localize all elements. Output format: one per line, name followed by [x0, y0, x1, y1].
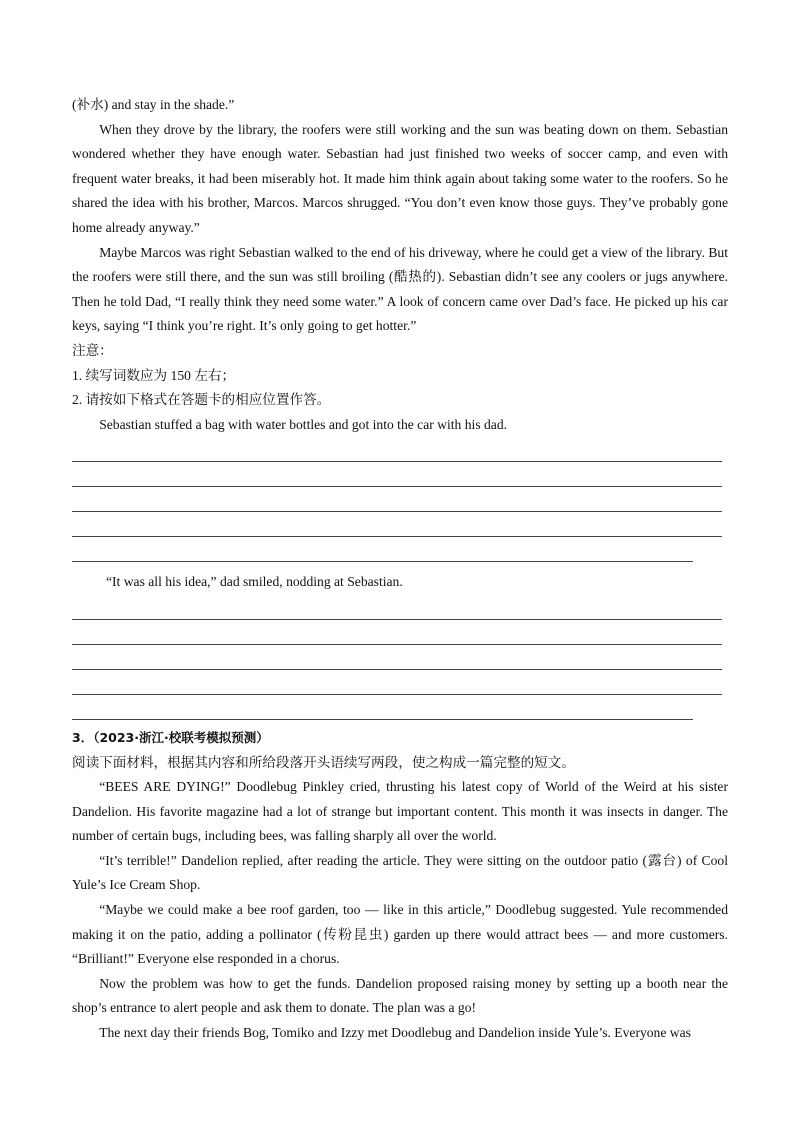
notes-title: 注意： [72, 342, 113, 358]
question-3-header [72, 726, 728, 751]
answer-line[interactable] [72, 487, 722, 512]
answer-line[interactable] [72, 645, 722, 670]
writing-prompt-1: Sebastian stuffed a bag with water bottles and got into the car with his dad. [99, 416, 508, 432]
writing-prompt-2: “It was all his idea,” dad smiled, nodding at Sebastian. [106, 574, 403, 590]
note-item: 2. 请按如下格式在答题卡的相应位置作答。 [72, 392, 331, 408]
story-paragraph: “It’s terrible!” Dandelion replied, after reading the article. They were sitting on the outdoor patio (露台) of Cool Yule’s Ice Cream Shop. [72, 852, 728, 893]
story-paragraph: Now the problem was how to get the funds. Dandelion proposed raising money by setting up a booth near the shop’s entrance to alert people and ask them to donate. The plan was a go! [72, 975, 728, 1016]
story-paragraph: The next day their friends Bog, Tomiko and Izzy met Doodlebug and Dandelion inside Yule’s. Everyone was [99, 1025, 691, 1041]
answer-line[interactable] [72, 437, 722, 462]
document-body [72, 93, 728, 1046]
question-number: 3． [72, 729, 94, 745]
passage-paragraph: When they drove by the library, the roofers were still working and the sun was beating down on them. Sebastian wondered whether they have enough water. Sebastian had just finished two weeks of soccer camp, and even with frequent water breaks, it had been miserably hot. It made him think again about taking some water to the roofers. So he shared the idea with his brother, Marcos. Marcos shrugged. “You don’t even know those guys. They’ve probably gone home already anyway.” [72, 121, 728, 235]
answer-line[interactable] [72, 620, 722, 645]
question-instruction: 阅读下面材料，根据其内容和所给段落开头语续写两段，使之构成一篇完整的短文。 [72, 754, 575, 770]
question-source: （2023·浙江·校联考模拟预测） [93, 729, 269, 745]
passage-line: (补水) and stay in the shade.” [72, 97, 235, 112]
answer-line[interactable] [72, 595, 722, 620]
answer-lines-2 [72, 595, 728, 720]
note-item: 1. 续写词数应为 150 左右； [72, 367, 236, 383]
answer-line[interactable] [72, 462, 722, 487]
story-paragraph: “BEES ARE DYING!” Doodlebug Pinkley cried, thrusting his latest copy of World of the Weird at his sister Dandelion. His favorite magazine had a lot of strange but important content. This month it was insects in danger. The number of certain bugs, including bees, was falling sharply all over the world. [72, 779, 728, 844]
story-paragraph: “Maybe we could make a bee roof garden, too — like in this article,” Doodlebug suggested. Yule recommended making it on the patio, adding a pollinator (传粉昆虫) garden up there would attract bees — and more customers. “Brilliant!” Everyone else responded in a chorus. [72, 902, 728, 967]
answer-line[interactable] [72, 512, 722, 537]
answer-line[interactable] [72, 670, 722, 695]
answer-line[interactable] [72, 695, 693, 720]
answer-lines-1 [72, 437, 728, 562]
answer-line[interactable] [72, 537, 693, 562]
passage-paragraph: Maybe Marcos was right Sebastian walked to the end of his driveway, where he could get a view of the library. But the roofers were still there, and the sun was still broiling (酷热的). Sebastian didn’t see any coolers or jugs anywhere. Then he told Dad, “I really think they need some water.” A look of concern came over Dad’s face. He picked up his car keys, saying “I think you’re right. It’s only going to get hotter.” [72, 244, 728, 334]
